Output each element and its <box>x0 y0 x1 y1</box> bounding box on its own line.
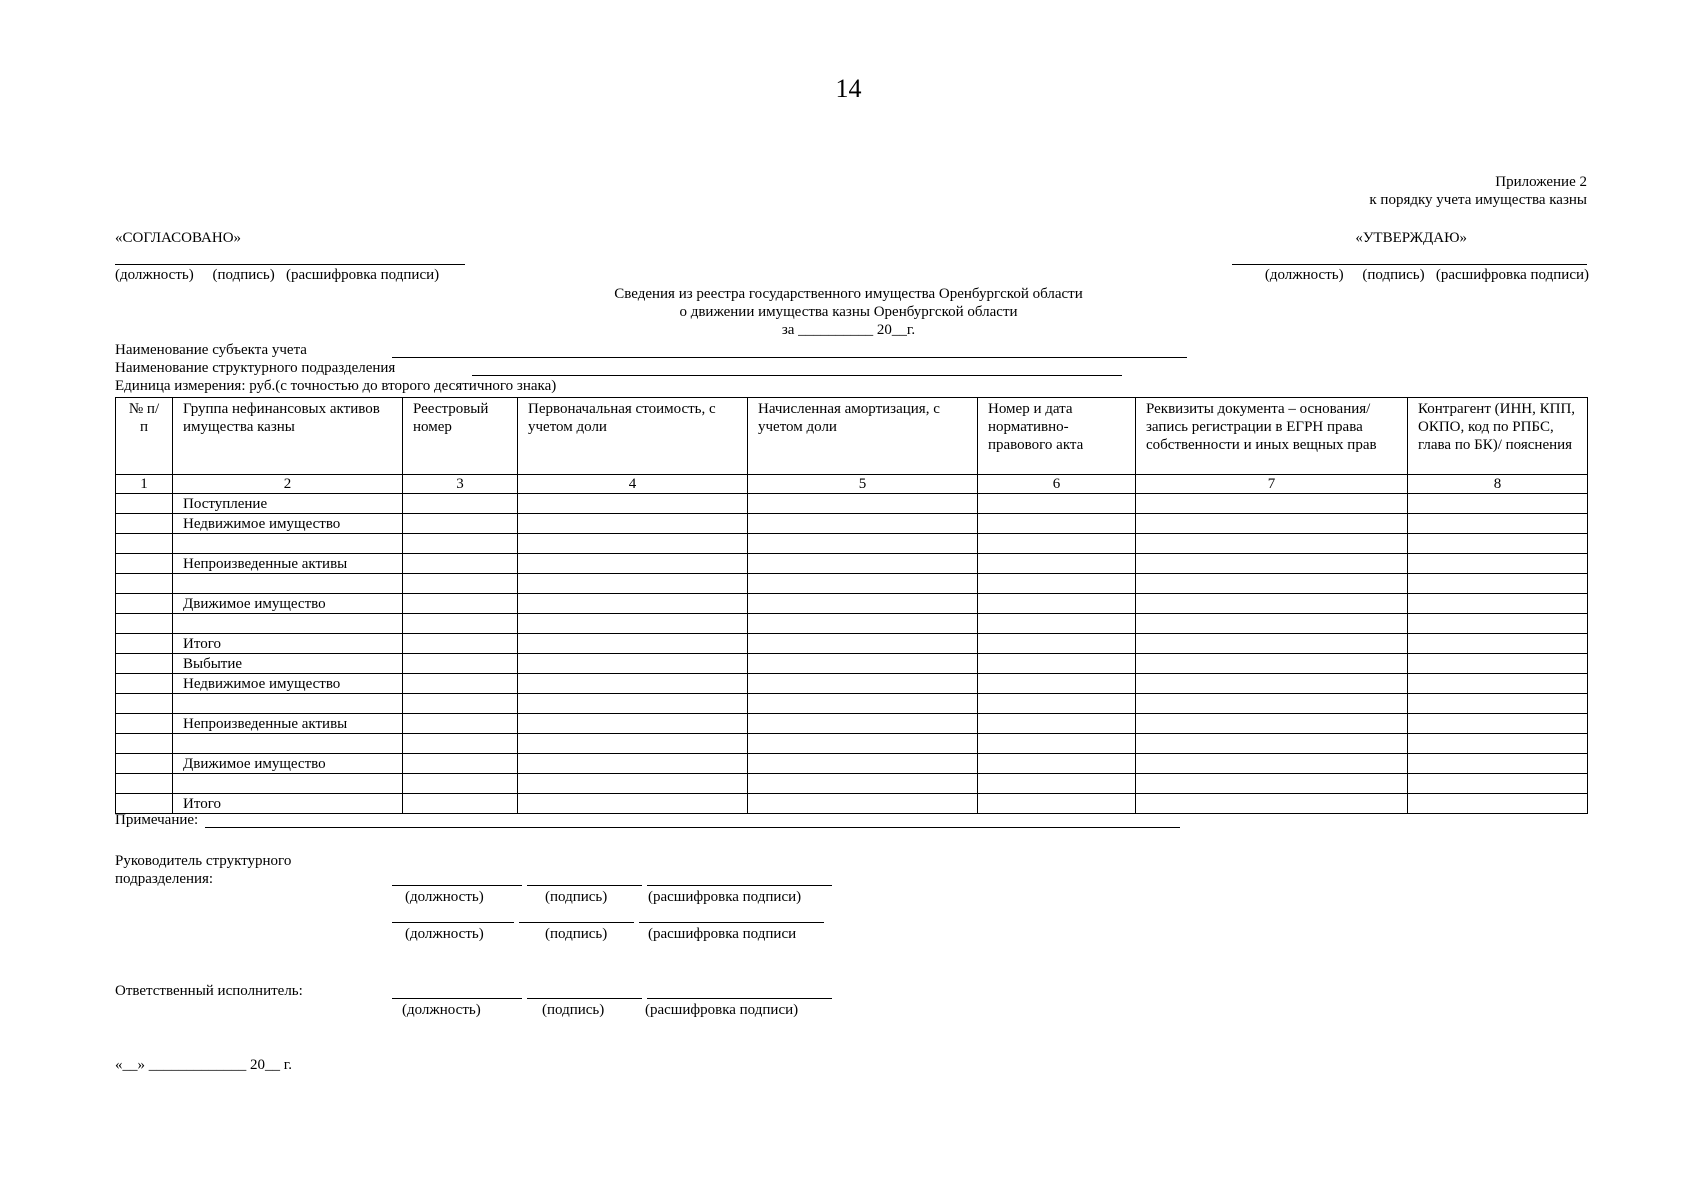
table-cell <box>1136 654 1408 674</box>
document-title-line1: Сведения из реестра государственного имущества Оренбургской области <box>614 286 1083 302</box>
asset-group-cell: Итого <box>173 634 403 654</box>
signature-line <box>519 922 634 923</box>
table-cell <box>518 494 748 514</box>
table-cell <box>748 774 978 794</box>
table-cell <box>116 594 173 614</box>
table-cell <box>116 754 173 774</box>
unit-label: Единица измерения: руб.(с точностью до второго десятичного знака) <box>115 378 557 394</box>
header-cell: Реестровый номер <box>403 398 518 475</box>
registry-table <box>115 397 1588 814</box>
table-cell <box>403 594 518 614</box>
table-cell <box>1136 514 1408 534</box>
table-cell <box>748 574 978 594</box>
table-cell <box>748 734 978 754</box>
table-cell <box>748 554 978 574</box>
document-title-period: за __________ 20__г. <box>781 322 916 338</box>
header-row <box>116 398 1588 475</box>
table-cell <box>1408 634 1588 654</box>
table-cell <box>116 794 173 814</box>
table-row <box>116 574 1588 594</box>
table-cell <box>403 734 518 754</box>
asset-group-cell <box>173 614 403 634</box>
table-row <box>116 594 1588 614</box>
appendix-reference: к порядку учета имущества казны <box>1369 192 1587 208</box>
table-cell <box>403 674 518 694</box>
table-cell <box>1408 514 1588 534</box>
table-cell <box>1408 554 1588 574</box>
table-cell <box>748 494 978 514</box>
table-cell <box>1408 654 1588 674</box>
table-cell <box>1136 754 1408 774</box>
table-cell <box>403 654 518 674</box>
table-cell <box>1136 574 1408 594</box>
header-cell: Начисленная амортизация, с учетом доли <box>748 398 978 475</box>
table-cell <box>518 574 748 594</box>
table-cell <box>1136 734 1408 754</box>
table-row <box>116 634 1588 654</box>
table-cell <box>978 574 1136 594</box>
signature-caption: (подпись) <box>545 889 608 905</box>
header-cell: Контрагент (ИНН, КПП, ОКПО, код по РПБС, глава по БК)/ пояснения <box>1408 398 1588 475</box>
table-cell <box>748 654 978 674</box>
table-cell <box>1408 694 1588 714</box>
subject-label: Наименование субъекта учета <box>115 342 307 358</box>
signature-caption: (подпись) <box>545 926 608 942</box>
table-cell <box>403 534 518 554</box>
asset-group-cell: Поступление <box>173 494 403 514</box>
table-cell <box>116 714 173 734</box>
position-line <box>392 998 522 999</box>
table-cell <box>1136 614 1408 634</box>
decoding-line <box>647 885 832 886</box>
agreed-signature-line <box>115 264 465 265</box>
agreed-signature-caption: (должность) (подпись) (расшифровка подписи) <box>115 267 440 283</box>
decoding-line <box>647 998 832 999</box>
asset-group-cell <box>173 534 403 554</box>
table-cell <box>748 634 978 654</box>
table-cell <box>978 774 1136 794</box>
table-cell <box>116 654 173 674</box>
table-cell <box>1136 694 1408 714</box>
position-line <box>392 922 514 923</box>
asset-group-cell: Выбытие <box>173 654 403 674</box>
table-cell <box>403 514 518 534</box>
table-cell <box>978 654 1136 674</box>
table-cell <box>116 514 173 534</box>
header-cell: № п/п <box>116 398 173 475</box>
table-cell <box>116 614 173 634</box>
asset-group-cell: Движимое имущество <box>173 594 403 614</box>
table-row <box>116 794 1588 814</box>
table-cell <box>1408 754 1588 774</box>
table-cell <box>116 554 173 574</box>
table-cell <box>1136 794 1408 814</box>
table-cell <box>1136 594 1408 614</box>
table-cell <box>518 714 748 734</box>
table-cell <box>518 634 748 654</box>
table-cell <box>403 714 518 734</box>
table-cell <box>403 554 518 574</box>
table-cell <box>1136 634 1408 654</box>
table-cell <box>748 514 978 534</box>
approved-label: «УТВЕРЖДАЮ» <box>1355 230 1467 246</box>
table-cell <box>748 794 978 814</box>
table-cell <box>403 794 518 814</box>
table-cell <box>518 534 748 554</box>
document-title-line2: о движении имущества казны Оренбургской области <box>679 304 1018 320</box>
column-number: 5 <box>748 475 978 494</box>
signature-line <box>527 998 642 999</box>
table-cell <box>403 614 518 634</box>
table-cell <box>1408 674 1588 694</box>
subject-line <box>392 357 1187 358</box>
table-row <box>116 614 1588 634</box>
table-cell <box>748 614 978 634</box>
table-cell <box>116 634 173 654</box>
head-of-division-label-line2: подразделения: <box>115 871 214 887</box>
table-cell <box>116 674 173 694</box>
table-cell <box>748 694 978 714</box>
table-row <box>116 674 1588 694</box>
table-cell <box>978 694 1136 714</box>
asset-group-cell: Недвижимое имущество <box>173 674 403 694</box>
column-number: 7 <box>1136 475 1408 494</box>
table-cell <box>518 734 748 754</box>
table-cell <box>518 694 748 714</box>
table-cell <box>518 554 748 574</box>
signature-caption: (подпись) <box>542 1002 605 1018</box>
position-caption: (должность) <box>405 889 484 905</box>
decoding-caption: (расшифровка подписи) <box>645 1002 799 1018</box>
table-cell <box>1136 674 1408 694</box>
table-cell <box>518 654 748 674</box>
table-cell <box>116 534 173 554</box>
column-number-row <box>116 475 1588 494</box>
table-row <box>116 734 1588 754</box>
table-cell <box>978 714 1136 734</box>
table-cell <box>1408 614 1588 634</box>
table-cell <box>978 514 1136 534</box>
position-line <box>392 885 522 886</box>
table-cell <box>116 574 173 594</box>
agreed-label: «СОГЛАСОВАНО» <box>115 230 242 246</box>
table-cell <box>518 594 748 614</box>
column-number: 6 <box>978 475 1136 494</box>
table-cell <box>1408 714 1588 734</box>
position-caption: (должность) <box>405 926 484 942</box>
asset-group-cell: Непроизведенные активы <box>173 714 403 734</box>
table-cell <box>1136 774 1408 794</box>
division-label: Наименование структурного подразделения <box>115 360 396 376</box>
table-cell <box>1408 534 1588 554</box>
table-cell <box>518 754 748 774</box>
table-row <box>116 654 1588 674</box>
table-cell <box>403 494 518 514</box>
table-cell <box>403 574 518 594</box>
table-cell <box>116 494 173 514</box>
header-cell: Группа нефинансовых активов имущества казны <box>173 398 403 475</box>
column-number: 3 <box>403 475 518 494</box>
asset-group-cell: Непроизведенные активы <box>173 554 403 574</box>
table-row <box>116 694 1588 714</box>
table-cell <box>518 794 748 814</box>
division-line <box>472 375 1122 376</box>
table-cell <box>978 554 1136 574</box>
table-cell <box>978 494 1136 514</box>
date-line: «__» _____________ 20__ г. <box>115 1057 292 1073</box>
asset-group-cell: Движимое имущество <box>173 754 403 774</box>
table-row <box>116 514 1588 534</box>
table-cell <box>1408 574 1588 594</box>
table-cell <box>978 794 1136 814</box>
decoding-caption: (расшифровка подписи <box>648 926 797 942</box>
table-row <box>116 534 1588 554</box>
column-number: 2 <box>173 475 403 494</box>
table-cell <box>1408 734 1588 754</box>
table-cell <box>518 674 748 694</box>
table-cell <box>518 774 748 794</box>
appendix-number: Приложение 2 <box>1495 174 1587 190</box>
table-cell <box>1136 554 1408 574</box>
table-cell <box>978 734 1136 754</box>
asset-group-cell: Недвижимое имущество <box>173 514 403 534</box>
table-row <box>116 774 1588 794</box>
column-number: 8 <box>1408 475 1588 494</box>
page-number: 14 <box>835 74 862 103</box>
table-cell <box>978 754 1136 774</box>
table-cell <box>748 594 978 614</box>
header-cell: Реквизиты документа – основания/ запись регистрации в ЕГРН права собственности и иных вещных прав <box>1136 398 1408 475</box>
table-cell <box>978 594 1136 614</box>
header-cell: Номер и дата нормативно-правового акта <box>978 398 1136 475</box>
table-cell <box>116 734 173 754</box>
table-cell <box>748 714 978 734</box>
decoding-line <box>639 922 824 923</box>
note-line <box>205 827 1180 828</box>
responsible-label: Ответственный исполнитель: <box>115 983 303 999</box>
table-cell <box>403 694 518 714</box>
table-cell <box>1408 494 1588 514</box>
asset-group-cell <box>173 734 403 754</box>
table-cell <box>403 754 518 774</box>
table-cell <box>1408 794 1588 814</box>
table-cell <box>978 674 1136 694</box>
asset-group-cell <box>173 694 403 714</box>
table-row <box>116 714 1588 734</box>
table-cell <box>748 534 978 554</box>
column-number: 4 <box>518 475 748 494</box>
column-number: 1 <box>116 475 173 494</box>
table-cell <box>1136 534 1408 554</box>
signature-line <box>527 885 642 886</box>
head-of-division-label-line1: Руководитель структурного <box>115 853 292 869</box>
table-row <box>116 494 1588 514</box>
table-cell <box>403 634 518 654</box>
table-cell <box>978 534 1136 554</box>
table-cell <box>518 614 748 634</box>
asset-group-cell <box>173 774 403 794</box>
table-cell <box>116 774 173 794</box>
table-cell <box>978 634 1136 654</box>
table-cell <box>116 694 173 714</box>
asset-group-cell: Итого <box>173 794 403 814</box>
table-cell <box>748 754 978 774</box>
decoding-caption: (расшифровка подписи) <box>648 889 802 905</box>
table-row <box>116 554 1588 574</box>
table-cell <box>403 774 518 794</box>
note-label: Примечание: <box>115 812 199 828</box>
approved-signature-caption: (должность) (подпись) (расшифровка подписи) <box>1264 267 1589 283</box>
table-row <box>116 754 1588 774</box>
table-cell <box>1408 774 1588 794</box>
table-cell <box>978 614 1136 634</box>
table-cell <box>518 514 748 534</box>
position-caption: (должность) <box>402 1002 481 1018</box>
header-cell: Первоначальная стоимость, с учетом доли <box>518 398 748 475</box>
table-cell <box>1136 494 1408 514</box>
table-cell <box>1408 594 1588 614</box>
registry-table-body <box>116 494 1588 814</box>
asset-group-cell <box>173 574 403 594</box>
table-cell <box>748 674 978 694</box>
approved-signature-line <box>1232 264 1587 265</box>
table-cell <box>1136 714 1408 734</box>
